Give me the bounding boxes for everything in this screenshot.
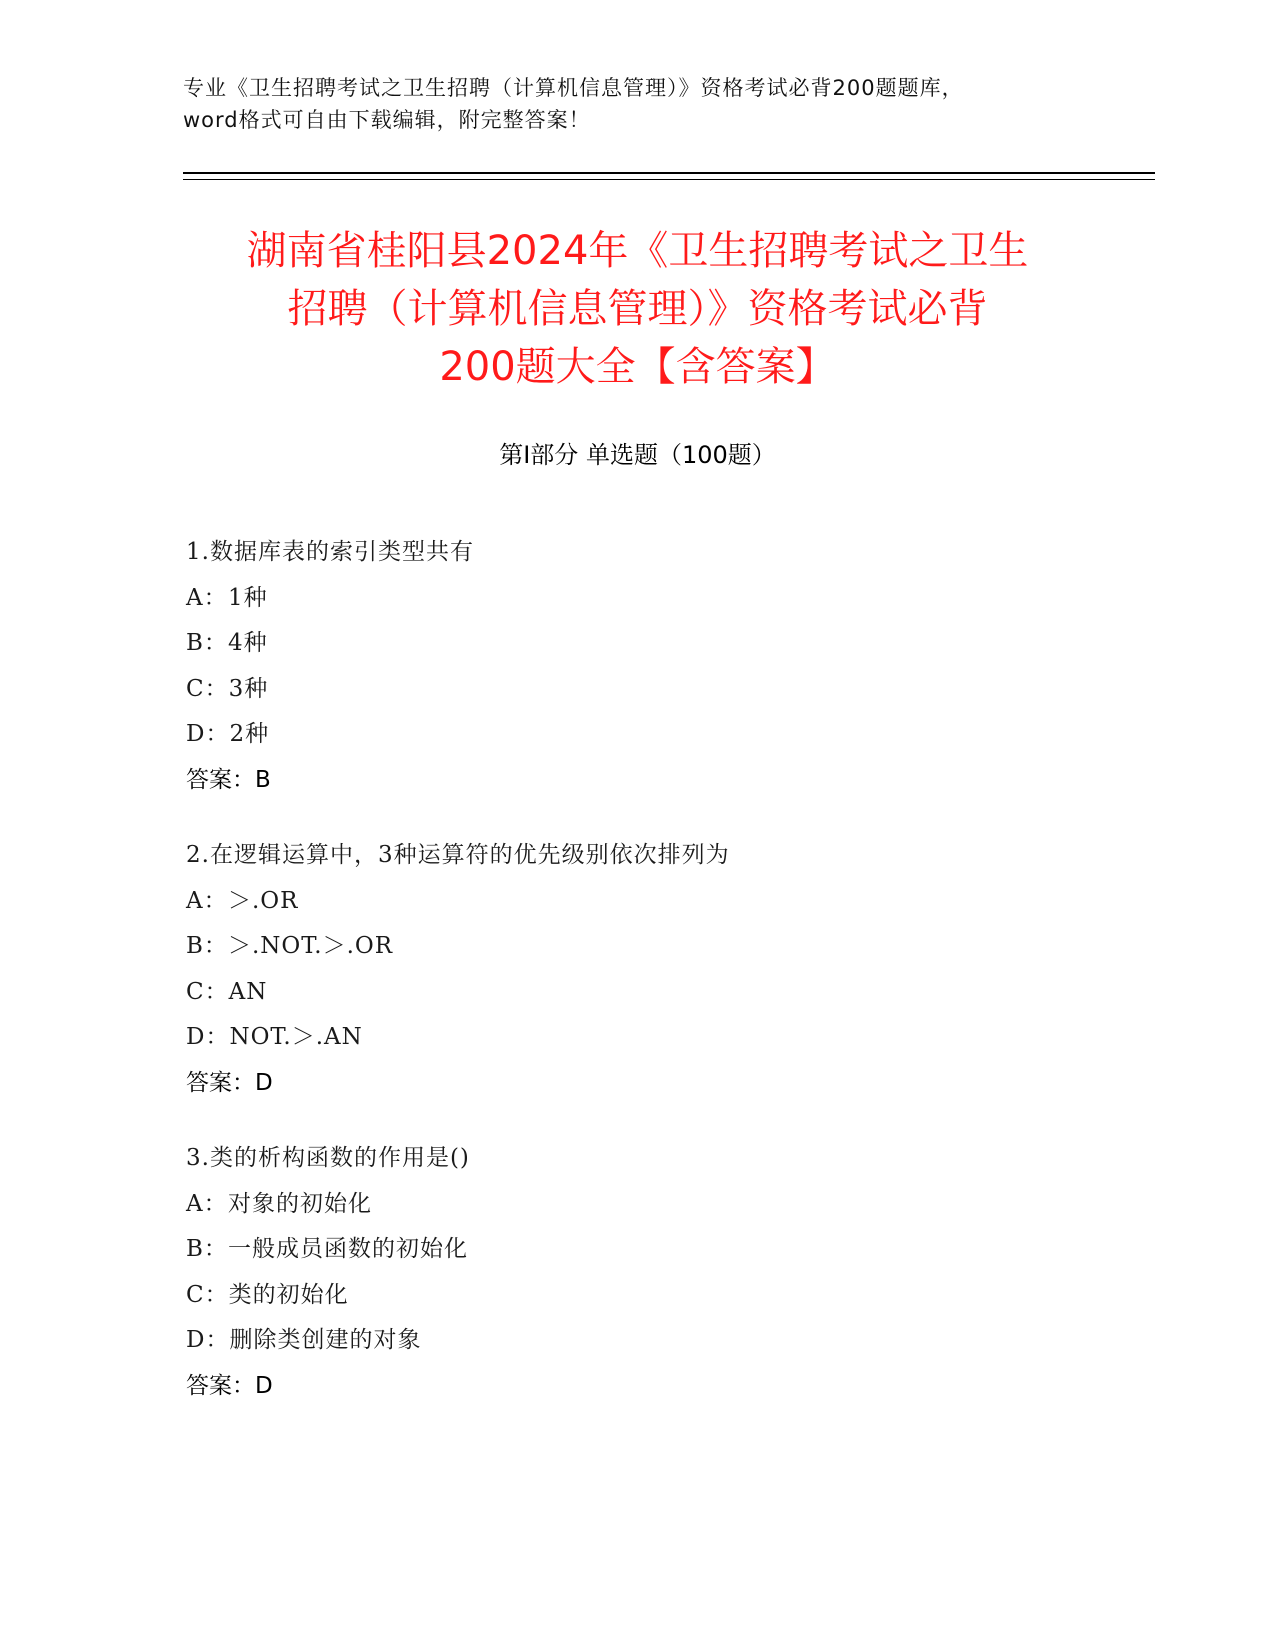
title-line-3: 200题大全【含答案】: [439, 344, 836, 390]
option-letter: B：: [186, 630, 228, 656]
option-text: 对象的初始化: [228, 1190, 372, 1217]
option-text: ＞.OR: [228, 887, 299, 914]
option-text: 一般成员函数的初始化: [228, 1236, 468, 1262]
header-line-2: word格式可自由下载编辑，附完整答案！: [183, 108, 591, 132]
document-title: [130, 222, 1145, 396]
option-letter: A：: [186, 584, 228, 611]
option-text: NOT.＞.AN: [229, 1024, 363, 1050]
answer-key: 答案：D: [186, 1069, 273, 1096]
answer-key: 答案：D: [186, 1372, 273, 1399]
question-1: [186, 530, 1136, 803]
option-d: [186, 1318, 1136, 1364]
option-text: 删除类创建的对象: [229, 1327, 422, 1353]
option-letter: A：: [186, 1190, 228, 1217]
option-b: [186, 924, 1136, 970]
option-letter: D：: [186, 721, 230, 747]
title-line-2: 招聘（计算机信息管理）》资格考试必背: [287, 286, 988, 332]
question-2: [186, 833, 1136, 1106]
option-letter: D：: [186, 1327, 230, 1353]
option-text: 2种: [229, 721, 270, 747]
option-letter: C：: [186, 675, 229, 702]
header-rule-thick: [183, 172, 1155, 174]
option-d: [186, 1015, 1136, 1061]
answer-key: 答案：B: [186, 766, 271, 793]
option-b: [186, 1227, 1136, 1273]
option-text: 类的初始化: [228, 1281, 349, 1308]
question-3: [186, 1136, 1136, 1409]
option-letter: C：: [186, 978, 229, 1005]
option-a: [186, 1182, 1136, 1228]
option-letter: B：: [186, 1236, 228, 1262]
option-a: [186, 879, 1136, 925]
option-c: [186, 1273, 1136, 1319]
option-letter: C：: [186, 1281, 229, 1308]
option-b: [186, 621, 1136, 667]
option-text: 4种: [228, 630, 268, 656]
option-d: [186, 712, 1136, 758]
option-c: [186, 667, 1136, 713]
header-line-1: 专业《卫生招聘考试之卫生招聘（计算机信息管理）》资格考试必背200题题库，: [183, 76, 964, 100]
option-text: 3种: [228, 675, 269, 702]
question-list: [186, 530, 1136, 1439]
title-line-1: 湖南省桂阳县2024年《卫生招聘考试之卫生: [246, 228, 1029, 274]
section-title: 第Ⅰ部分 单选题（100题）: [499, 441, 776, 469]
header-rule-thin: [183, 179, 1155, 180]
option-a: [186, 576, 1136, 622]
question-stem: 3.类的析构函数的作用是(): [186, 1145, 470, 1171]
question-stem: 1.数据库表的索引类型共有: [186, 539, 474, 565]
option-letter: A：: [186, 887, 228, 914]
question-stem: 2.在逻辑运算中，3种运算符的优先级别依次排列为: [186, 842, 730, 868]
option-text: ＞.NOT.＞.OR: [228, 933, 394, 959]
option-letter: D：: [186, 1024, 230, 1050]
option-text: AN: [228, 978, 268, 1005]
option-text: 1种: [228, 584, 268, 611]
option-c: [186, 970, 1136, 1016]
document-header-note: [183, 72, 1083, 136]
option-letter: B：: [186, 933, 228, 959]
